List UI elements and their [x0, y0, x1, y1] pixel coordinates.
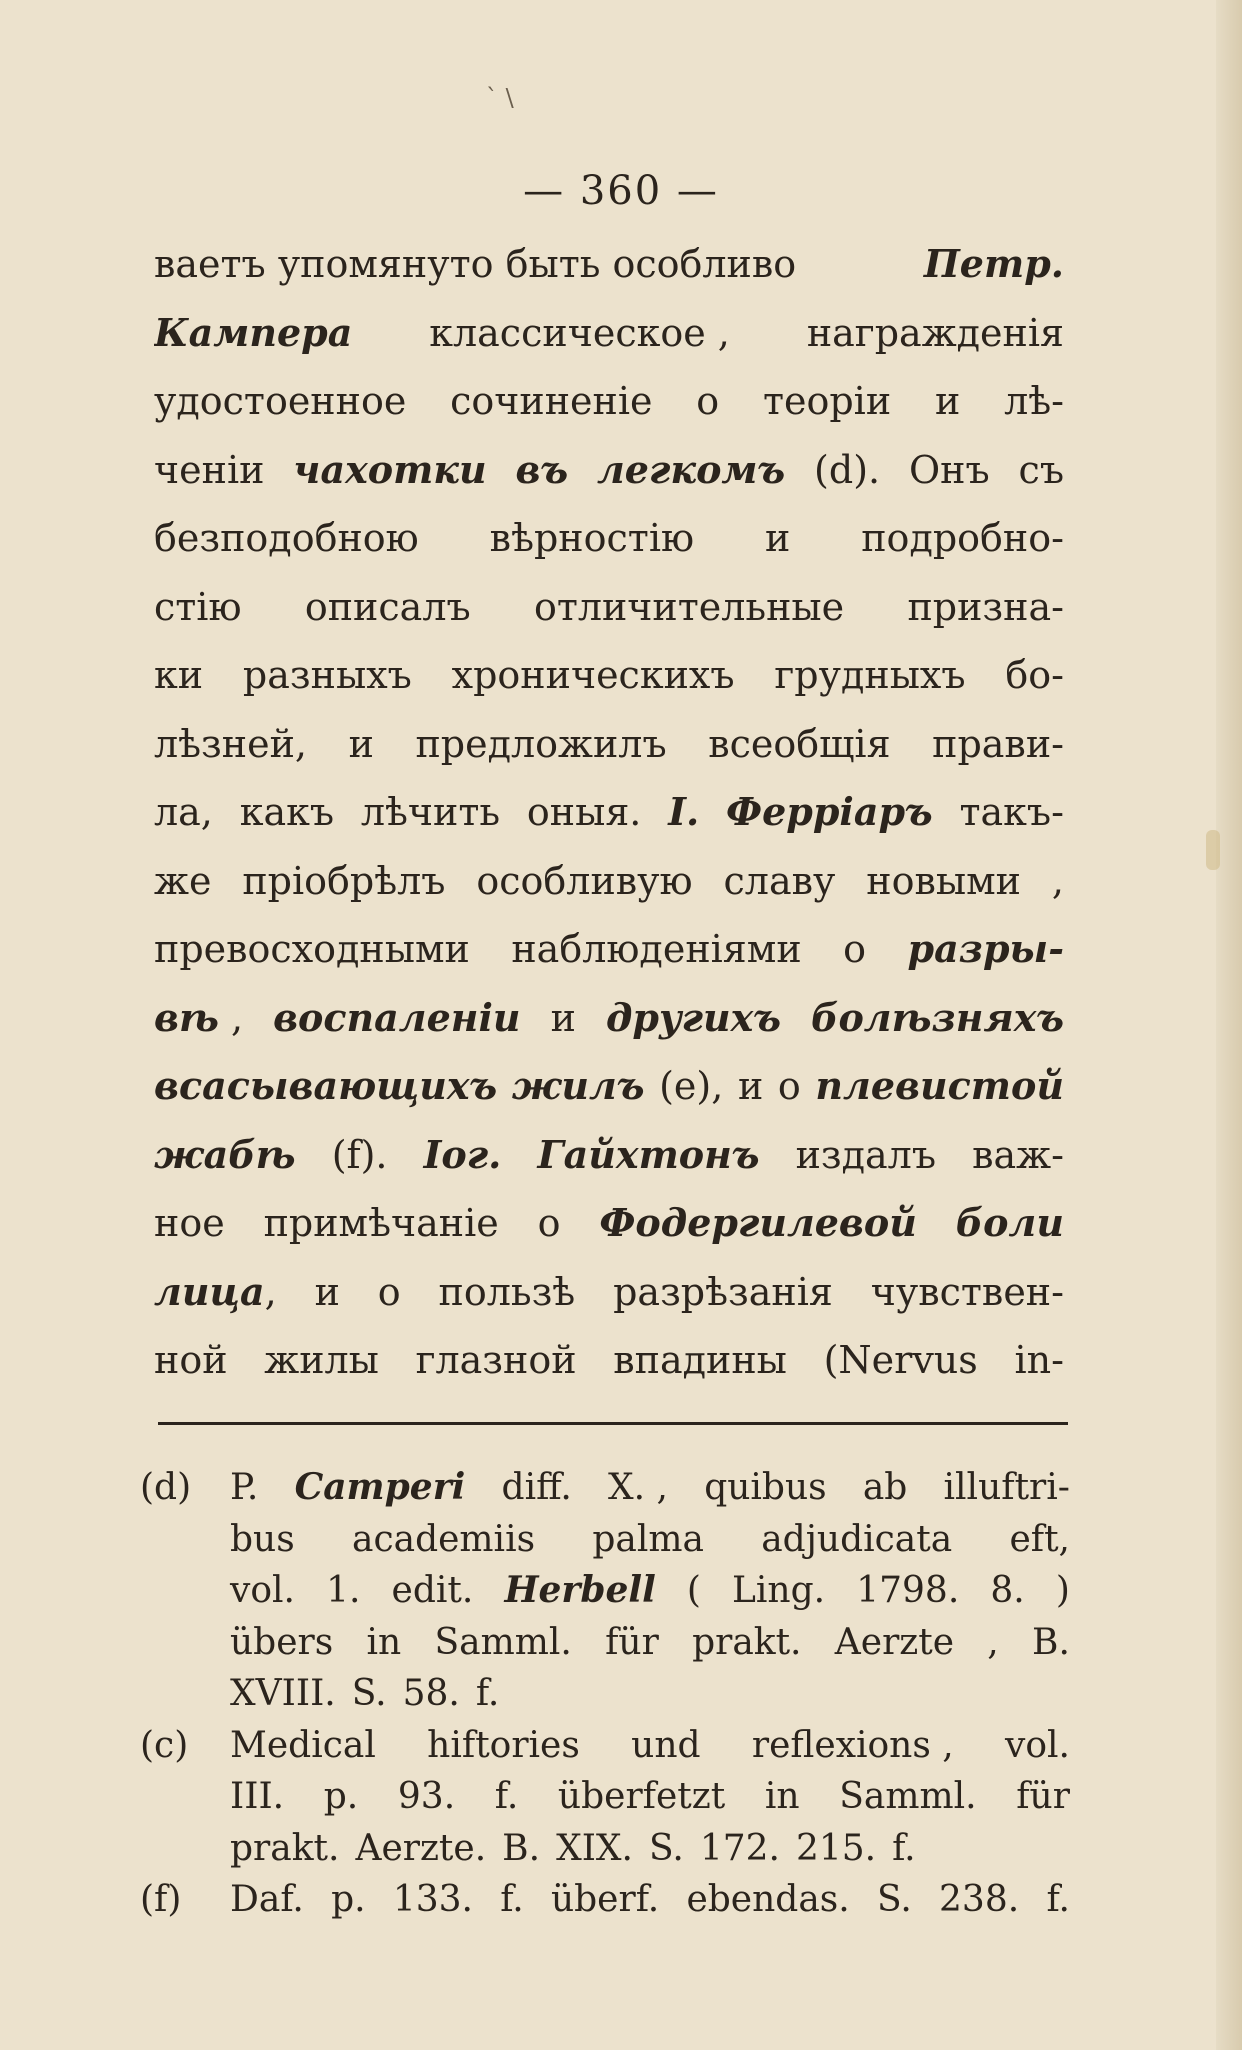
word: и [934, 379, 961, 423]
word: P. [230, 1467, 259, 1508]
word: лѣчить [360, 790, 501, 834]
word: XIX. [556, 1827, 633, 1869]
word: вѣ , [154, 994, 244, 1040]
word: стію [154, 584, 242, 629]
word: разры- [907, 926, 1064, 971]
word: какъ [239, 790, 335, 834]
word: XVIII. [230, 1673, 336, 1714]
word: Фодергилевой [599, 1200, 917, 1245]
word: in- [1014, 1338, 1064, 1382]
word: и [550, 995, 576, 1040]
word: чувствен- [870, 1269, 1064, 1314]
word: in [764, 1776, 800, 1817]
text-line [154, 1189, 1064, 1258]
word: разныхъ [242, 653, 412, 697]
text-line [154, 367, 1064, 436]
word: призна- [907, 584, 1064, 629]
word: Herbell [504, 1569, 656, 1611]
word: eft, [1009, 1518, 1070, 1560]
word: же [154, 858, 212, 903]
word: (f). [331, 1132, 388, 1177]
word: f. [892, 1827, 916, 1869]
paper-stain [1206, 830, 1220, 870]
word: reflexions , [751, 1724, 954, 1766]
word: Ling. [732, 1570, 826, 1611]
footnote [140, 1874, 1070, 1926]
ornament-mark: ˋ \ [486, 84, 514, 112]
word: ebendas. [686, 1879, 850, 1920]
word: academiis [351, 1518, 536, 1560]
word: въ [515, 446, 569, 492]
word: легкомъ [596, 446, 786, 492]
footnote-mark: (c) [140, 1724, 189, 1766]
word: о [537, 1201, 561, 1245]
word: всеобщія [708, 721, 891, 766]
word: классическое , [429, 310, 730, 355]
text-line [154, 573, 1064, 642]
word: хроническихъ [451, 653, 735, 697]
word: грудныхъ [774, 653, 966, 697]
footnote [140, 1462, 1070, 1720]
text-line [154, 778, 1064, 847]
text-line [154, 1258, 1064, 1327]
word: и [348, 721, 374, 766]
word: описалъ [304, 584, 471, 629]
text-line [154, 1052, 1064, 1121]
word: (e), [659, 1064, 724, 1108]
text-line [154, 299, 1064, 368]
footnotes [140, 1462, 1070, 1926]
main-text [154, 230, 1064, 1395]
text-line [154, 984, 1064, 1053]
word: разрѣзанія [613, 1269, 833, 1314]
word: наблюденіями [511, 927, 802, 971]
word: S. [648, 1827, 684, 1869]
page-edge [1216, 0, 1242, 2050]
word: впадины [613, 1338, 787, 1382]
word: важ- [972, 1132, 1064, 1177]
word: f. [494, 1776, 519, 1817]
word: оныя. [526, 790, 642, 834]
word: прави- [932, 721, 1064, 766]
word: глазной [415, 1338, 577, 1382]
word: и [314, 1269, 340, 1314]
word: сочиненіе [450, 379, 653, 423]
word: prakt. [692, 1621, 802, 1663]
word: плевистой [815, 1063, 1064, 1108]
word: III. [230, 1776, 285, 1817]
word: особливую [476, 858, 693, 903]
word: , [1051, 858, 1064, 903]
word: болѣзняхъ [811, 994, 1064, 1040]
text-line [154, 710, 1064, 779]
word: edit. [391, 1570, 474, 1611]
footnote-mark: (f) [140, 1879, 182, 1920]
word: примѣчаніе [263, 1201, 499, 1245]
word: Ферріаръ [726, 789, 933, 834]
word: удостоенное [154, 379, 407, 423]
word: бо- [1005, 653, 1064, 697]
word: vol. [1005, 1724, 1070, 1766]
word: ) [1055, 1570, 1070, 1611]
word: Medical [230, 1724, 376, 1766]
word: отличительные [533, 584, 845, 629]
word: Aerzte. [355, 1827, 487, 1869]
word: quibus [704, 1467, 827, 1508]
footnote-line [230, 1617, 1070, 1669]
word: о [377, 1269, 401, 1314]
word: награжденія [806, 310, 1064, 355]
footnote [140, 1720, 1070, 1875]
word: 8. [990, 1570, 1025, 1611]
word: другихъ [605, 994, 781, 1040]
word: (d). [814, 447, 881, 492]
word: f. [500, 1879, 524, 1920]
footnote-mark: (d) [140, 1467, 192, 1508]
word: Кампера [154, 309, 353, 355]
word: пользѣ [438, 1269, 576, 1314]
word: vol. [230, 1570, 295, 1611]
word: всасывающихъ [154, 1063, 498, 1108]
word: ное [154, 1201, 225, 1245]
word: безподобною [154, 516, 419, 560]
word: 172. [699, 1827, 780, 1869]
word: боли [955, 1200, 1064, 1245]
word: für [605, 1621, 659, 1663]
word: о [696, 379, 720, 423]
word: hiftories [427, 1724, 580, 1766]
word: 133. [392, 1879, 473, 1920]
word: 1798. [856, 1570, 960, 1611]
word: 58. [402, 1673, 460, 1714]
word: и [737, 1064, 764, 1108]
footnote-body [230, 1462, 1070, 1720]
word: лѣ- [1004, 379, 1064, 423]
word: diff. [501, 1467, 572, 1508]
text-line [154, 915, 1064, 984]
word: ки [154, 653, 204, 697]
word: 238. [939, 1879, 1020, 1920]
word: воспаленіи [273, 994, 521, 1040]
word: überfetzt [557, 1776, 726, 1817]
word: f. [1046, 1879, 1070, 1920]
footnote-rule [158, 1422, 1068, 1425]
word: für [1016, 1776, 1070, 1817]
text-line [154, 230, 1064, 299]
word: 215. [795, 1827, 877, 1869]
footnote-line [230, 1514, 1070, 1566]
word: überf. [550, 1879, 660, 1920]
word: о [777, 1064, 801, 1108]
footnote-line [230, 1771, 1070, 1823]
word: Іог. [423, 1131, 502, 1177]
word: предложилъ [415, 721, 667, 766]
word: ной [154, 1338, 228, 1382]
word: Петр. [923, 241, 1064, 286]
word: Daf. [230, 1879, 304, 1920]
word: B. [1032, 1621, 1070, 1663]
word: 93. [397, 1776, 456, 1817]
footnote-body [230, 1720, 1070, 1875]
word: B. [502, 1827, 541, 1869]
word: жилъ [511, 1063, 645, 1108]
footnote-line [230, 1462, 1070, 1514]
word: p. [323, 1776, 359, 1817]
word: bus [230, 1518, 295, 1560]
footnote-line [230, 1565, 1070, 1617]
word: такъ- [959, 790, 1064, 834]
word: ченіи [154, 447, 265, 492]
word: p. [331, 1879, 366, 1920]
word: издалъ [795, 1132, 936, 1177]
text-line [154, 436, 1064, 505]
word: Camperi [294, 1466, 466, 1508]
word: съ [1018, 447, 1064, 492]
word: превосходными [154, 927, 470, 971]
word: S. [876, 1879, 912, 1920]
footnote-body [230, 1874, 1070, 1926]
text-line [154, 1326, 1064, 1395]
word: (Nervus [823, 1338, 978, 1382]
word: и [764, 516, 791, 560]
word: подробно- [861, 516, 1064, 560]
text-line [154, 641, 1064, 710]
word: славу [723, 858, 836, 903]
word: in [366, 1621, 402, 1663]
word: Онъ [908, 447, 990, 492]
word: X. , [608, 1467, 668, 1508]
word: вѣрностію [489, 516, 695, 560]
word: ( [686, 1570, 701, 1611]
word: ла, [154, 790, 213, 834]
word: ваетъ упомянуто быть особливо [154, 242, 797, 286]
word: жилы [264, 1338, 379, 1382]
page-number: — 360 — [523, 168, 719, 214]
word: Samml. [434, 1621, 572, 1663]
word: теоріи [762, 379, 892, 423]
word: 1. [326, 1570, 361, 1611]
word: лица, [154, 1268, 277, 1314]
word: пріобрѣлъ [242, 858, 446, 903]
word: лѣзней, [154, 721, 308, 766]
footnote-line [230, 1823, 1070, 1875]
word: о [843, 927, 867, 971]
word: Samml. [839, 1776, 977, 1817]
word: f. [475, 1673, 500, 1714]
text-line [154, 847, 1064, 916]
word: übers [230, 1621, 334, 1663]
footnote-line [230, 1874, 1070, 1926]
word: жабѣ [154, 1131, 296, 1177]
word: adjudicata [761, 1518, 953, 1560]
word: palma [592, 1518, 704, 1560]
text-line [154, 1121, 1064, 1190]
text-line [154, 504, 1064, 573]
word: Aerzte [834, 1621, 955, 1663]
footnote-line [230, 1720, 1070, 1772]
word: prakt. [230, 1827, 340, 1869]
word: und [631, 1724, 701, 1766]
word: I. [668, 789, 700, 834]
word: S. [351, 1673, 387, 1714]
word: , [987, 1621, 999, 1663]
word: ab [862, 1467, 908, 1508]
word: Гайхтонъ [537, 1131, 760, 1177]
word: illuftri- [943, 1467, 1070, 1508]
word: чахотки [293, 446, 487, 492]
word: новыми [866, 858, 1021, 903]
footnote-line [230, 1668, 1070, 1720]
